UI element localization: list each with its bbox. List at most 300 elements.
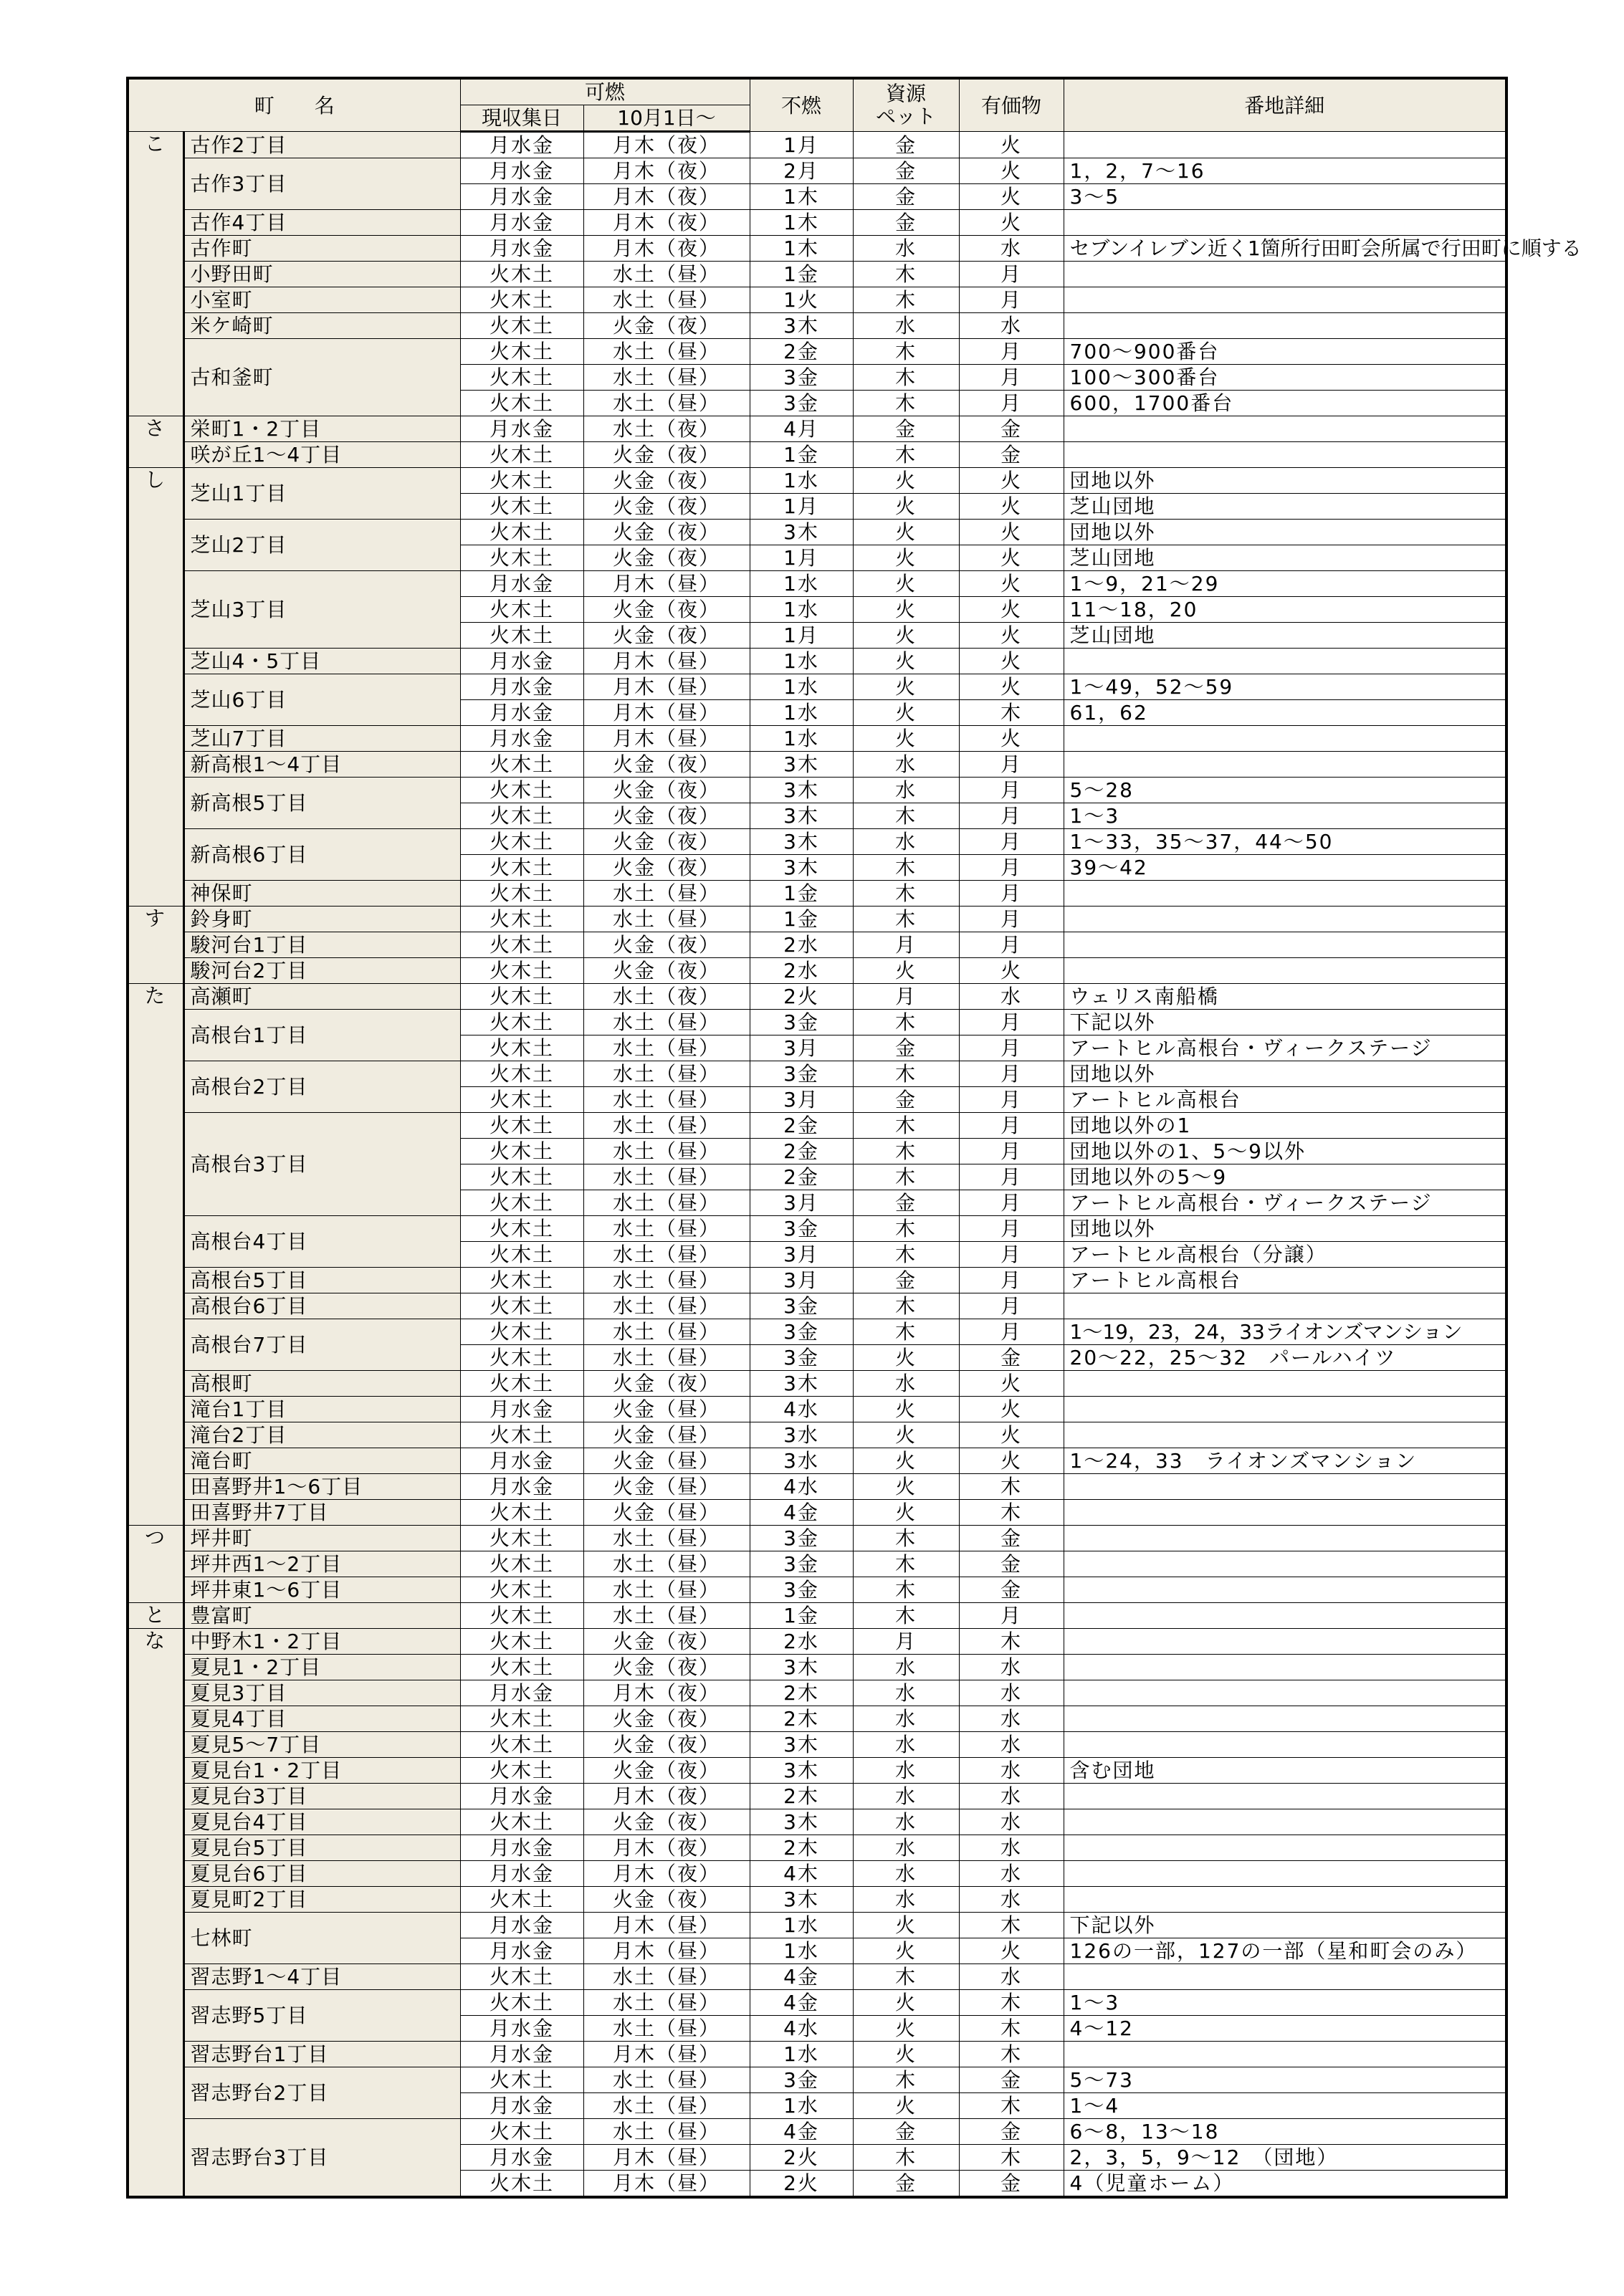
address-detail-cell: 700～900番台: [1064, 339, 1506, 365]
town-name-cell: 高瀬町: [183, 984, 460, 1010]
resources-cell: 木: [853, 1551, 959, 1577]
address-detail-cell: [1064, 726, 1506, 752]
table-row: [128, 2067, 1506, 2093]
nonburnable-cell: 3木: [750, 1371, 853, 1397]
new-burnable-cell: 水土（夜）: [583, 984, 750, 1010]
valuables-cell: 火: [959, 1371, 1064, 1397]
valuables-cell: 月: [959, 1242, 1064, 1268]
current-burnable-cell: 火木土: [460, 1242, 583, 1268]
resources-cell: 水: [853, 236, 959, 262]
resources-cell: 木: [853, 1603, 959, 1629]
current-burnable-cell: 火木土: [460, 313, 583, 339]
valuables-cell: 火: [959, 158, 1064, 184]
header-nonburnable: 不燃: [750, 78, 853, 132]
address-detail-cell: 2，3，5，9～12 （団地）: [1064, 2145, 1506, 2171]
address-detail-cell: 4（児童ホーム）: [1064, 2171, 1506, 2198]
resources-cell: 木: [853, 1319, 959, 1345]
table-row: [128, 778, 1506, 803]
address-detail-cell: 下記以外: [1064, 1913, 1506, 1938]
new-burnable-cell: 水土（昼）: [583, 1242, 750, 1268]
kana-group-label: こ: [128, 132, 183, 416]
resources-cell: 木: [853, 1216, 959, 1242]
resources-cell: 木: [853, 262, 959, 287]
valuables-cell: 金: [959, 2171, 1064, 2198]
resources-cell: 火: [853, 1397, 959, 1422]
new-burnable-cell: 火金（夜）: [583, 442, 750, 468]
valuables-cell: 月: [959, 752, 1064, 778]
town-name-cell: 習志野5丁目: [183, 1990, 460, 2042]
address-detail-cell: 芝山団地: [1064, 623, 1506, 649]
town-name-cell: 夏見台3丁目: [183, 1784, 460, 1809]
nonburnable-cell: 3金: [750, 391, 853, 416]
kana-group-label: す: [128, 907, 183, 984]
town-name-cell: 中野木1・2丁目: [183, 1629, 460, 1655]
table-row: [128, 287, 1506, 313]
current-burnable-cell: 火木土: [460, 2119, 583, 2145]
new-burnable-cell: 水土（昼）: [583, 1551, 750, 1577]
town-name-cell: 神保町: [183, 881, 460, 907]
valuables-cell: 水: [959, 1964, 1064, 1990]
current-burnable-cell: 月水金: [460, 649, 583, 674]
table-row: [128, 1784, 1506, 1809]
resources-cell: 木: [853, 287, 959, 313]
valuables-cell: 木: [959, 1500, 1064, 1526]
new-burnable-cell: 火金（夜）: [583, 1655, 750, 1680]
resources-cell: 水: [853, 829, 959, 855]
current-burnable-cell: 火木土: [460, 932, 583, 958]
address-detail-cell: ウェリス南船橋: [1064, 984, 1506, 1010]
new-burnable-cell: 火金（昼）: [583, 1500, 750, 1526]
current-burnable-cell: 火木土: [460, 1500, 583, 1526]
header-address-detail: 番地詳細: [1064, 78, 1506, 132]
nonburnable-cell: 1月: [750, 623, 853, 649]
town-name-cell: 古作2丁目: [183, 132, 460, 158]
town-name-cell: 豊富町: [183, 1603, 460, 1629]
resources-cell: 火: [853, 1500, 959, 1526]
address-detail-cell: [1064, 442, 1506, 468]
table-row: [128, 1835, 1506, 1861]
nonburnable-cell: 3月: [750, 1035, 853, 1061]
current-burnable-cell: 月水金: [460, 1680, 583, 1706]
address-detail-cell: [1064, 1422, 1506, 1448]
current-burnable-cell: 月水金: [460, 1913, 583, 1938]
valuables-cell: 月: [959, 881, 1064, 907]
current-burnable-cell: 火木土: [460, 1035, 583, 1061]
town-name-cell: 夏見3丁目: [183, 1680, 460, 1706]
address-detail-cell: 1～3: [1064, 1990, 1506, 2016]
town-name-cell: 坪井西1～2丁目: [183, 1551, 460, 1577]
valuables-cell: 火: [959, 649, 1064, 674]
valuables-cell: 火: [959, 726, 1064, 752]
nonburnable-cell: 3金: [750, 1319, 853, 1345]
current-burnable-cell: 月水金: [460, 2016, 583, 2042]
address-detail-cell: アートヒル高根台・ヴィークステージ: [1064, 1190, 1506, 1216]
nonburnable-cell: 3木: [750, 829, 853, 855]
town-name-cell: 小室町: [183, 287, 460, 313]
address-detail-cell: [1064, 881, 1506, 907]
town-name-cell: 高根台7丁目: [183, 1319, 460, 1371]
nonburnable-cell: 1水: [750, 649, 853, 674]
address-detail-cell: アートヒル高根台・ヴィークステージ: [1064, 1035, 1506, 1061]
address-detail-cell: 100～300番台: [1064, 365, 1506, 391]
nonburnable-cell: 3金: [750, 1526, 853, 1551]
current-burnable-cell: 月水金: [460, 1784, 583, 1809]
nonburnable-cell: 1水: [750, 1913, 853, 1938]
current-burnable-cell: 火木土: [460, 494, 583, 520]
address-detail-cell: 1～33，35～37，44～50: [1064, 829, 1506, 855]
resources-cell: 火: [853, 468, 959, 494]
table-row: [128, 881, 1506, 907]
address-detail-cell: 芝山団地: [1064, 545, 1506, 571]
new-burnable-cell: 水土（昼）: [583, 1010, 750, 1035]
current-burnable-cell: 月水金: [460, 1448, 583, 1474]
town-name-cell: 田喜野井1～6丁目: [183, 1474, 460, 1500]
current-burnable-cell: 火木土: [460, 339, 583, 365]
table-row: [128, 1861, 1506, 1887]
table-row: [128, 1500, 1506, 1526]
valuables-cell: 火: [959, 210, 1064, 236]
address-detail-cell: 1～3: [1064, 803, 1506, 829]
current-burnable-cell: 火木土: [460, 1732, 583, 1758]
current-burnable-cell: 火木土: [460, 1603, 583, 1629]
nonburnable-cell: 1水: [750, 1938, 853, 1964]
valuables-cell: 木: [959, 2042, 1064, 2067]
resources-cell: 火: [853, 1448, 959, 1474]
nonburnable-cell: 1水: [750, 700, 853, 726]
current-burnable-cell: 火木土: [460, 881, 583, 907]
new-burnable-cell: 火金（夜）: [583, 1809, 750, 1835]
valuables-cell: 月: [959, 1061, 1064, 1087]
nonburnable-cell: 3木: [750, 1732, 853, 1758]
address-detail-cell: 1～19，23，24，33ライオンズマンション: [1064, 1319, 1506, 1345]
address-detail-cell: 団地以外の1、5～9以外: [1064, 1139, 1506, 1164]
address-detail-cell: 含む団地: [1064, 1758, 1506, 1784]
current-burnable-cell: 火木土: [460, 1990, 583, 2016]
current-burnable-cell: 月水金: [460, 726, 583, 752]
valuables-cell: 水: [959, 1706, 1064, 1732]
new-burnable-cell: 月木（昼）: [583, 2042, 750, 2067]
table-row: [128, 1422, 1506, 1448]
new-burnable-cell: 水土（昼）: [583, 1139, 750, 1164]
address-detail-cell: 芝山団地: [1064, 494, 1506, 520]
town-name-cell: 古作3丁目: [183, 158, 460, 210]
nonburnable-cell: 1金: [750, 1603, 853, 1629]
current-burnable-cell: 火木土: [460, 1964, 583, 1990]
address-detail-cell: [1064, 287, 1506, 313]
nonburnable-cell: 1金: [750, 907, 853, 932]
current-burnable-cell: 火木土: [460, 1706, 583, 1732]
address-detail-cell: [1064, 1706, 1506, 1732]
valuables-cell: 月: [959, 1603, 1064, 1629]
nonburnable-cell: 2木: [750, 1835, 853, 1861]
address-detail-cell: [1064, 210, 1506, 236]
nonburnable-cell: 3木: [750, 313, 853, 339]
nonburnable-cell: 1月: [750, 494, 853, 520]
kana-group-label: つ: [128, 1526, 183, 1603]
new-burnable-cell: 火金（昼）: [583, 1474, 750, 1500]
address-detail-cell: [1064, 1526, 1506, 1551]
table-row: [128, 236, 1506, 262]
resources-cell: 木: [853, 442, 959, 468]
town-name-cell: 習志野1～4丁目: [183, 1964, 460, 1990]
table-row: [128, 958, 1506, 984]
valuables-cell: 金: [959, 2067, 1064, 2093]
resources-cell: 金: [853, 1190, 959, 1216]
resources-cell: 木: [853, 1577, 959, 1603]
new-burnable-cell: 水土（昼）: [583, 1035, 750, 1061]
valuables-cell: 水: [959, 1784, 1064, 1809]
current-burnable-cell: 月水金: [460, 700, 583, 726]
nonburnable-cell: 3金: [750, 1010, 853, 1035]
address-detail-cell: 11～18，20: [1064, 597, 1506, 623]
nonburnable-cell: 2月: [750, 158, 853, 184]
valuables-cell: 月: [959, 391, 1064, 416]
resources-cell: 火: [853, 649, 959, 674]
town-name-cell: 栄町1・2丁目: [183, 416, 460, 442]
new-burnable-cell: 火金（夜）: [583, 1629, 750, 1655]
current-burnable-cell: 火木土: [460, 468, 583, 494]
new-burnable-cell: 火金（夜）: [583, 778, 750, 803]
kana-group-label: な: [128, 1629, 183, 2198]
resources-cell: 金: [853, 416, 959, 442]
table-row: [128, 571, 1506, 597]
nonburnable-cell: 3金: [750, 1577, 853, 1603]
resources-cell: 火: [853, 958, 959, 984]
town-name-cell: 夏見台6丁目: [183, 1861, 460, 1887]
new-burnable-cell: 月木（昼）: [583, 700, 750, 726]
address-detail-cell: 団地以外: [1064, 520, 1506, 545]
address-detail-cell: [1064, 1371, 1506, 1397]
resources-cell: 木: [853, 1526, 959, 1551]
valuables-cell: 水: [959, 1861, 1064, 1887]
town-name-cell: 夏見5～7丁目: [183, 1732, 460, 1758]
resources-cell: 木: [853, 2067, 959, 2093]
resources-cell: 火: [853, 2093, 959, 2119]
valuables-cell: 火: [959, 520, 1064, 545]
town-name-cell: 七林町: [183, 1913, 460, 1964]
current-burnable-cell: 月水金: [460, 132, 583, 158]
nonburnable-cell: 1水: [750, 726, 853, 752]
address-detail-cell: 4～12: [1064, 2016, 1506, 2042]
nonburnable-cell: 3木: [750, 1758, 853, 1784]
nonburnable-cell: 2金: [750, 1113, 853, 1139]
new-burnable-cell: 月木（夜）: [583, 1861, 750, 1887]
valuables-cell: 金: [959, 1551, 1064, 1577]
nonburnable-cell: 1水: [750, 468, 853, 494]
kana-group-label: さ: [128, 416, 183, 468]
table-row: [128, 1526, 1506, 1551]
new-burnable-cell: 月木（昼）: [583, 2171, 750, 2198]
address-detail-cell: [1064, 958, 1506, 984]
town-name-cell: 高根台3丁目: [183, 1113, 460, 1216]
resources-cell: 木: [853, 339, 959, 365]
valuables-cell: 月: [959, 1035, 1064, 1061]
valuables-cell: 月: [959, 1087, 1064, 1113]
town-name-cell: 滝台2丁目: [183, 1422, 460, 1448]
address-detail-cell: アートヒル高根台: [1064, 1268, 1506, 1293]
resources-cell: 水: [853, 1784, 959, 1809]
table-row: [128, 1319, 1506, 1345]
resources-cell: 金: [853, 210, 959, 236]
table-row: [128, 907, 1506, 932]
resources-cell: 木: [853, 803, 959, 829]
address-detail-cell: [1064, 2042, 1506, 2067]
table-row: [128, 1629, 1506, 1655]
resources-cell: 木: [853, 1964, 959, 1990]
table-row: [128, 1758, 1506, 1784]
new-burnable-cell: 水土（昼）: [583, 1268, 750, 1293]
address-detail-cell: [1064, 649, 1506, 674]
new-burnable-cell: 月木（昼）: [583, 674, 750, 700]
current-burnable-cell: 火木土: [460, 1629, 583, 1655]
nonburnable-cell: 4金: [750, 1990, 853, 2016]
address-detail-cell: [1064, 1474, 1506, 1500]
nonburnable-cell: 3月: [750, 1190, 853, 1216]
new-burnable-cell: 火金（夜）: [583, 494, 750, 520]
current-burnable-cell: 火木土: [460, 778, 583, 803]
new-burnable-cell: 火金（夜）: [583, 855, 750, 881]
address-detail-cell: [1064, 752, 1506, 778]
valuables-cell: 木: [959, 1990, 1064, 2016]
current-burnable-cell: 火木土: [460, 1164, 583, 1190]
valuables-cell: 金: [959, 1577, 1064, 1603]
table-row: [128, 1603, 1506, 1629]
current-burnable-cell: 火木土: [460, 1551, 583, 1577]
town-name-cell: 高根台1丁目: [183, 1010, 460, 1061]
new-burnable-cell: 月木（昼）: [583, 649, 750, 674]
resources-cell: 火: [853, 571, 959, 597]
new-burnable-cell: 月木（昼）: [583, 726, 750, 752]
new-burnable-cell: 水土（昼）: [583, 1087, 750, 1113]
table-row: [128, 1887, 1506, 1913]
table-row: [128, 1010, 1506, 1035]
valuables-cell: 月: [959, 1216, 1064, 1242]
new-burnable-cell: 月木（夜）: [583, 132, 750, 158]
valuables-cell: 水: [959, 236, 1064, 262]
new-burnable-cell: 水土（昼）: [583, 365, 750, 391]
address-detail-cell: 1～9，21～29: [1064, 571, 1506, 597]
valuables-cell: 木: [959, 700, 1064, 726]
nonburnable-cell: 2金: [750, 339, 853, 365]
current-burnable-cell: 月水金: [460, 416, 583, 442]
resources-cell: 水: [853, 1680, 959, 1706]
nonburnable-cell: 1木: [750, 184, 853, 210]
town-name-cell: 小野田町: [183, 262, 460, 287]
table-row: [128, 2119, 1506, 2145]
current-burnable-cell: 火木土: [460, 391, 583, 416]
valuables-cell: 月: [959, 1268, 1064, 1293]
town-name-cell: 夏見台5丁目: [183, 1835, 460, 1861]
address-detail-cell: [1064, 313, 1506, 339]
address-detail-cell: [1064, 1784, 1506, 1809]
table-row: [128, 1113, 1506, 1139]
new-burnable-cell: 水土（昼）: [583, 1577, 750, 1603]
valuables-cell: 水: [959, 313, 1064, 339]
address-detail-cell: 20～22，25～32 パールハイツ: [1064, 1345, 1506, 1371]
valuables-cell: 金: [959, 2119, 1064, 2145]
resources-cell: 火: [853, 1913, 959, 1938]
address-detail-cell: [1064, 1887, 1506, 1913]
resources-cell: 木: [853, 391, 959, 416]
new-burnable-cell: 水土（昼）: [583, 2119, 750, 2145]
collection-schedule-table: [126, 77, 1582, 2199]
new-burnable-cell: 水土（昼）: [583, 1526, 750, 1551]
valuables-cell: 水: [959, 1835, 1064, 1861]
current-burnable-cell: 月水金: [460, 1474, 583, 1500]
table-row: [128, 1551, 1506, 1577]
table-row: [128, 442, 1506, 468]
resources-cell: 水: [853, 778, 959, 803]
valuables-cell: 月: [959, 1293, 1064, 1319]
address-detail-cell: 5～73: [1064, 2067, 1506, 2093]
table-row: [128, 158, 1506, 184]
nonburnable-cell: 3木: [750, 1809, 853, 1835]
new-burnable-cell: 火金（夜）: [583, 313, 750, 339]
new-burnable-cell: 水土（昼）: [583, 2016, 750, 2042]
new-burnable-cell: 火金（夜）: [583, 1371, 750, 1397]
current-burnable-cell: 火木土: [460, 803, 583, 829]
table-row: [128, 132, 1506, 158]
table-row: [128, 1913, 1506, 1938]
resources-cell: 水: [853, 1371, 959, 1397]
town-name-cell: 高根台2丁目: [183, 1061, 460, 1113]
valuables-cell: 火: [959, 674, 1064, 700]
valuables-cell: 火: [959, 1938, 1064, 1964]
address-detail-cell: 1，2，7～16: [1064, 158, 1506, 184]
nonburnable-cell: 4金: [750, 2119, 853, 2145]
address-detail-cell: [1064, 416, 1506, 442]
current-burnable-cell: 月水金: [460, 2145, 583, 2171]
address-detail-cell: [1064, 1680, 1506, 1706]
valuables-cell: 火: [959, 184, 1064, 210]
valuables-cell: 水: [959, 984, 1064, 1010]
valuables-cell: 水: [959, 1655, 1064, 1680]
current-burnable-cell: 火木土: [460, 1010, 583, 1035]
nonburnable-cell: 2火: [750, 984, 853, 1010]
valuables-cell: 月: [959, 1139, 1064, 1164]
resources-cell: 金: [853, 2119, 959, 2145]
nonburnable-cell: 4月: [750, 416, 853, 442]
new-burnable-cell: 火金（昼）: [583, 1448, 750, 1474]
address-detail-cell: 下記以外: [1064, 1010, 1506, 1035]
schedule-body: [128, 132, 1582, 2198]
current-burnable-cell: 火木土: [460, 1061, 583, 1087]
nonburnable-cell: 3木: [750, 855, 853, 881]
table-row: [128, 726, 1506, 752]
new-burnable-cell: 火金（夜）: [583, 1887, 750, 1913]
address-detail-cell: [1064, 1293, 1506, 1319]
resources-cell: 金: [853, 1268, 959, 1293]
header-burnable: 可燃: [460, 78, 750, 105]
new-burnable-cell: 月木（昼）: [583, 1938, 750, 1964]
nonburnable-cell: 2水: [750, 932, 853, 958]
town-name-cell: 駿河台1丁目: [183, 932, 460, 958]
table-row: [128, 1990, 1506, 2016]
resources-cell: 木: [853, 1061, 959, 1087]
current-burnable-cell: 月水金: [460, 2042, 583, 2067]
resources-cell: 木: [853, 881, 959, 907]
new-burnable-cell: 水土（昼）: [583, 262, 750, 287]
table-row: [128, 829, 1506, 855]
current-burnable-cell: 火木土: [460, 1655, 583, 1680]
valuables-cell: 火: [959, 623, 1064, 649]
table-row: [128, 313, 1506, 339]
resources-cell: 金: [853, 158, 959, 184]
address-detail-cell: [1064, 1732, 1506, 1758]
town-name-cell: 高根台6丁目: [183, 1293, 460, 1319]
resources-cell: 金: [853, 184, 959, 210]
current-burnable-cell: 月水金: [460, 2093, 583, 2119]
